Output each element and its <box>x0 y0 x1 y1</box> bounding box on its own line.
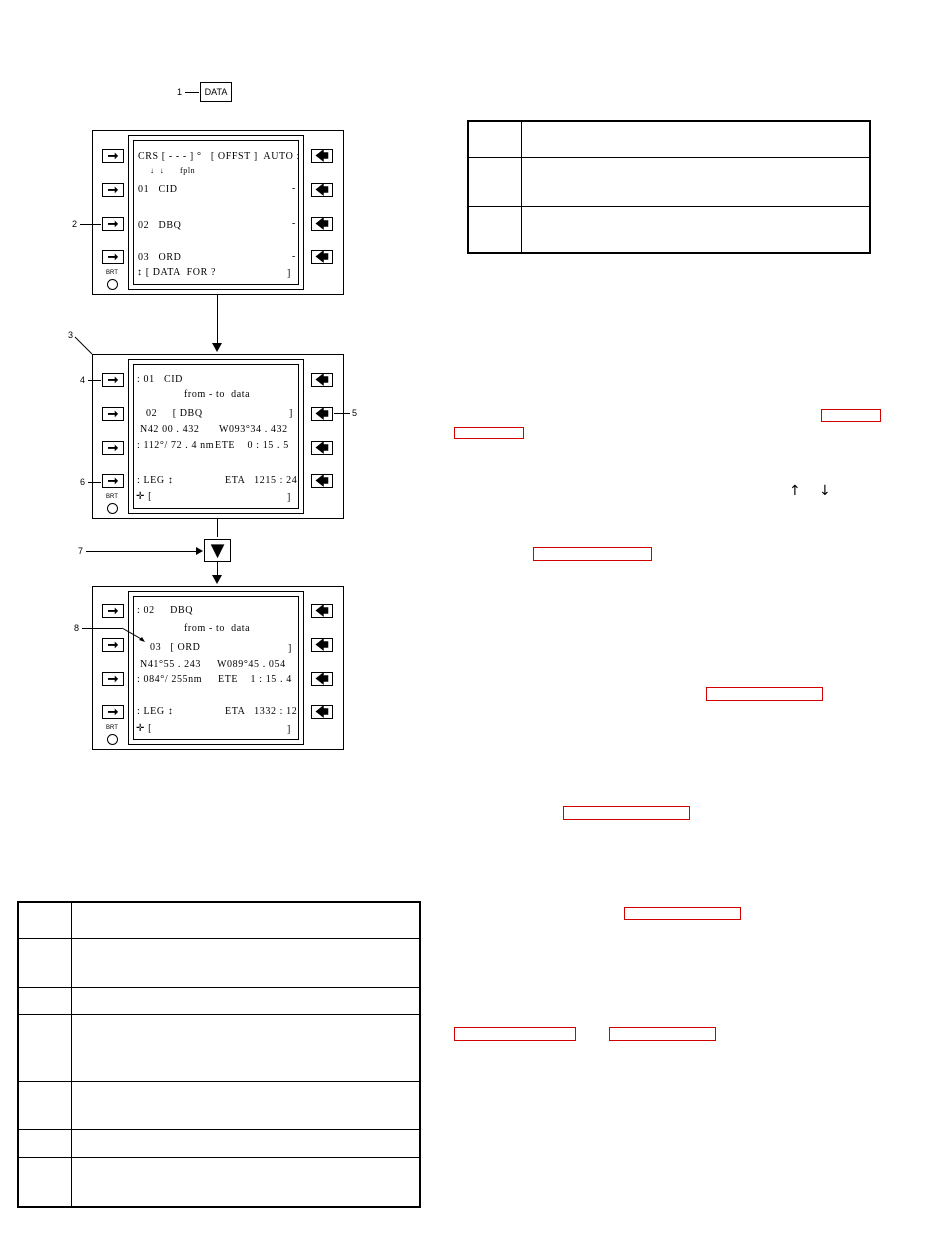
line-select-key-right[interactable]: 🡄 <box>311 638 333 652</box>
from-to-title: from - to data <box>184 623 251 634</box>
connector-line <box>217 562 218 576</box>
line-select-key-right[interactable]: 🡄 <box>311 373 333 387</box>
latitude: N42 00 . 432 <box>140 424 200 435</box>
from-to-title: from - to data <box>184 389 251 400</box>
leader-arrow <box>196 547 203 555</box>
leader-line <box>185 92 199 93</box>
tick-mark: - <box>292 183 296 194</box>
highlight-box[interactable] <box>533 547 652 561</box>
down-arrow-icon: ↓ <box>819 483 831 499</box>
line-select-key-right[interactable]: 🡄 <box>311 441 333 455</box>
highlight-box[interactable] <box>609 1027 716 1041</box>
connector-line <box>217 295 218 345</box>
leader-line <box>82 628 122 629</box>
eta: ETA 1332 : 12 <box>225 706 298 717</box>
line-select-key-left[interactable]: ➞ <box>102 705 124 719</box>
course-distance: : 112°/ 72 . 4 nm <box>137 440 215 451</box>
waypoint-02: 02 DBQ <box>138 220 182 231</box>
scratchpad: ✛ [ <box>136 723 153 734</box>
line-select-key-right[interactable]: 🡄 <box>311 217 333 231</box>
bracket-close: ] <box>289 408 293 419</box>
brt-label: BRT <box>106 725 118 731</box>
callout-4: 4 <box>80 375 86 385</box>
top-right-table <box>467 120 871 254</box>
line-select-key-left[interactable]: ➞ <box>102 407 124 421</box>
arrow-head <box>212 343 222 352</box>
brt-label: BRT <box>106 494 118 500</box>
course-distance: : 084°/ 255nm <box>137 674 203 685</box>
longitude: W089°45 . 054 <box>217 659 286 670</box>
line-select-key-right[interactable]: 🡄 <box>311 672 333 686</box>
bracket-close: ] <box>287 492 291 503</box>
from-waypoint: : 02 DBQ <box>137 605 194 616</box>
line-select-key-right[interactable]: 🡄 <box>311 604 333 618</box>
waypoint-01: 01 CID <box>138 184 178 195</box>
line-select-key-left[interactable]: ➞ <box>102 183 124 197</box>
connector-line <box>217 519 218 537</box>
highlight-box[interactable] <box>706 687 823 701</box>
line-select-key-right[interactable]: 🡄 <box>311 250 333 264</box>
cdu-screen-2-display <box>133 364 299 509</box>
brightness-knob[interactable] <box>107 279 118 290</box>
brightness-knob[interactable] <box>107 734 118 745</box>
callout-1: 1 <box>177 87 183 97</box>
eta: ETA 1215 : 24 <box>225 475 298 486</box>
callout-3-leader <box>74 336 94 356</box>
line-select-key-left[interactable]: ➞ <box>102 149 124 163</box>
callout-8-leader <box>121 627 147 643</box>
scratchpad: ✛ [ <box>136 491 153 502</box>
line-select-key-right[interactable]: 🡄 <box>311 407 333 421</box>
line-select-key-right[interactable]: 🡄 <box>311 705 333 719</box>
line-select-key-left[interactable]: ➞ <box>102 672 124 686</box>
data-key[interactable] <box>200 82 232 102</box>
data-key-label: DATA <box>204 87 228 97</box>
line-select-key-right[interactable]: 🡄 <box>311 183 333 197</box>
longitude: W093°34 . 432 <box>219 424 288 435</box>
waypoint-03: 03 ORD <box>138 252 182 263</box>
bracket-close: ] <box>288 643 292 654</box>
tick-mark: - <box>292 218 296 229</box>
callout-2: 2 <box>72 219 78 229</box>
line-select-key-left[interactable]: ➞ <box>102 638 124 652</box>
leader-line <box>334 413 350 414</box>
latitude: N41°55 . 243 <box>140 659 201 670</box>
callout-8: 8 <box>74 623 80 633</box>
highlight-box[interactable] <box>563 806 690 820</box>
line-select-key-left[interactable]: ➞ <box>102 474 124 488</box>
leader-line <box>88 380 101 381</box>
line-select-key-left[interactable]: ➞ <box>102 373 124 387</box>
highlight-box[interactable] <box>624 907 741 920</box>
leader-line <box>80 224 101 225</box>
highlight-box[interactable] <box>821 409 881 422</box>
callout-3: 3 <box>68 330 74 340</box>
leader-line <box>86 551 198 552</box>
line-select-key-left[interactable]: ➞ <box>102 217 124 231</box>
fpln-line: ↓ ↓ fpln <box>150 166 196 175</box>
ete: ETE 0 : 15 . 5 <box>215 440 289 451</box>
leg-label: : LEG ↕ <box>137 475 174 486</box>
arrow-head <box>212 575 222 584</box>
to-waypoint: 03 [ ORD <box>150 642 201 653</box>
bracket-close: ] <box>287 268 291 279</box>
highlight-box[interactable] <box>454 427 524 439</box>
crs-line: CRS [ - - - ] ° [ OFFST ] AUTO : <box>138 151 300 162</box>
bottom-left-table <box>17 901 421 1208</box>
leg-label: : LEG ↕ <box>137 706 174 717</box>
to-waypoint: 02 [ DBQ <box>146 408 203 419</box>
callout-7: 7 <box>78 546 84 556</box>
brt-label: BRT <box>106 270 118 276</box>
callout-5: 5 <box>352 408 358 418</box>
bracket-close: ] <box>287 724 291 735</box>
from-waypoint: : 01 CID <box>137 374 183 385</box>
tick-mark: - <box>292 251 296 262</box>
ete: ETE 1 : 15 . 4 <box>218 674 292 685</box>
line-select-key-right[interactable]: 🡄 <box>311 474 333 488</box>
down-arrow-icon: ▼ <box>210 540 225 561</box>
callout-6: 6 <box>80 477 86 487</box>
line-select-key-left[interactable]: ➞ <box>102 604 124 618</box>
down-key[interactable] <box>204 539 231 562</box>
highlight-box[interactable] <box>454 1027 576 1041</box>
line-select-key-right[interactable]: 🡄 <box>311 149 333 163</box>
brightness-knob[interactable] <box>107 503 118 514</box>
up-arrow-icon: ↑ <box>789 483 801 499</box>
line-select-key-left[interactable]: ➞ <box>102 250 124 264</box>
line-select-key-left[interactable]: ➞ <box>102 441 124 455</box>
leader-line <box>88 482 101 483</box>
data-for-prompt: ↕ [ DATA FOR ? <box>137 267 217 278</box>
